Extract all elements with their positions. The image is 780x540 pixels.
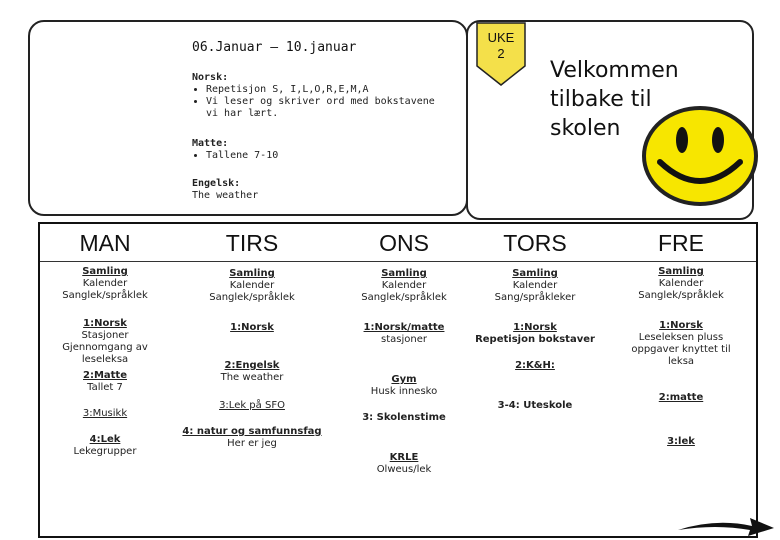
man-lesson-4 <box>40 434 170 458</box>
tirs-lesson-4 <box>180 426 324 450</box>
column-ons <box>330 224 478 536</box>
ons-lesson-2 <box>330 374 478 398</box>
man-lesson-1-title: 1:Norsk <box>83 318 127 329</box>
man-lesson-1-line: Gjennomgang av leseleksa <box>62 342 148 365</box>
ons-samling-line: Sanglek/språklek <box>361 292 447 303</box>
engelsk-section <box>192 178 452 202</box>
tors-samling-line: Sang/språkleker <box>494 292 576 303</box>
man-samling-line: Kalender <box>82 278 128 289</box>
tors-samling-title: Samling <box>512 268 558 279</box>
fre-lesson-1-title: 1:Norsk <box>659 320 703 331</box>
tirs-lesson-3 <box>180 400 324 412</box>
tors-lesson-2-title: 2:K&H: <box>515 360 555 371</box>
day-header-ons: ONS <box>379 230 429 256</box>
matte-heading: Matte: <box>192 138 229 149</box>
engelsk-text: The weather <box>192 190 259 201</box>
welcome-line3: skolen <box>550 116 621 141</box>
tirs-samling-title: Samling <box>229 268 275 279</box>
man-lesson-2 <box>40 370 170 394</box>
tirs-lesson-2-line: The weather <box>220 372 284 383</box>
tors-samling <box>464 268 606 304</box>
tors-lesson-1-line: Repetisjon bokstaver <box>475 334 595 345</box>
man-lesson-3 <box>40 408 170 420</box>
day-header-man: MAN <box>79 230 131 256</box>
fre-samling-line: Sanglek/språklek <box>638 290 724 301</box>
tirs-lesson-1 <box>180 322 324 334</box>
man-lesson-4-line: Lekegrupper <box>73 446 137 457</box>
ons-lesson-2-line: Husk innesko <box>370 386 438 397</box>
matte-list <box>192 150 452 162</box>
ons-lesson-4-title: KRLE <box>389 452 419 463</box>
tirs-samling-line: Sanglek/språklek <box>209 292 295 303</box>
tirs-lesson-1-title: 1:Norsk <box>230 322 274 333</box>
fre-samling <box>608 266 754 302</box>
fre-lesson-2 <box>608 392 754 404</box>
day-header-fre: FRE <box>658 230 704 256</box>
tors-lesson-2 <box>464 360 606 372</box>
column-tors <box>464 224 606 536</box>
norsk-section <box>192 72 452 120</box>
man-samling-line: Sanglek/språklek <box>62 290 148 301</box>
man-lesson-4-title: 4:Lek <box>89 434 121 445</box>
tirs-lesson-2-title: 2:Engelsk <box>224 360 280 371</box>
fre-lesson-1-line: leksa <box>667 356 695 367</box>
man-lesson-3-title: 3:Musikk <box>82 408 128 419</box>
tors-lesson-1 <box>464 322 606 346</box>
matte-section <box>192 138 452 162</box>
column-man <box>40 224 170 536</box>
tors-lesson-3 <box>464 400 606 412</box>
man-lesson-1-line: Stasjoner <box>81 330 129 341</box>
norsk-heading: Norsk: <box>192 72 229 83</box>
ons-lesson-1 <box>330 322 478 346</box>
tors-lesson-1-title: 1:Norsk <box>513 322 557 333</box>
tors-samling-line: Kalender <box>512 280 558 291</box>
man-lesson-2-title: 2:Matte <box>83 370 127 381</box>
week-badge-label <box>476 30 526 62</box>
man-lesson-2-line: Tallet 7 <box>87 382 123 393</box>
fre-samling-title: Samling <box>658 266 704 277</box>
day-header-tirs: TIRS <box>225 230 279 256</box>
ons-samling-line: Kalender <box>381 280 427 291</box>
tors-lesson-3-title: 3-4: Uteskole <box>497 400 573 411</box>
arrow-right-icon <box>676 514 776 538</box>
norsk-item: • Repetisjon S, I,L,O,R,E,M,A <box>206 84 452 96</box>
ons-lesson-2-title: Gym <box>391 374 417 385</box>
fre-lesson-1-line: oppgaver knyttet til <box>631 344 731 355</box>
ons-samling <box>330 268 478 304</box>
week-badge-line2: 2 <box>497 46 505 61</box>
column-fre <box>608 224 754 536</box>
ons-lesson-1-title: 1:Norsk/matte <box>363 322 445 333</box>
week-badge-line1: UKE <box>487 30 515 45</box>
ons-lesson-1-line: stasjoner <box>381 334 427 345</box>
tirs-lesson-2 <box>180 360 324 384</box>
norsk-list <box>192 84 452 120</box>
man-lesson-1 <box>40 318 170 366</box>
date-range-title: 06.Januar – 10.januar <box>192 40 357 55</box>
ons-samling-title: Samling <box>381 268 427 279</box>
tirs-samling <box>180 268 324 304</box>
ons-lesson-4 <box>330 452 478 476</box>
smiley-icon <box>638 104 762 208</box>
engelsk-heading: Engelsk: <box>192 178 241 189</box>
fre-lesson-2-title: 2:matte <box>658 392 704 403</box>
day-header-tors: TORS <box>503 230 567 256</box>
ons-lesson-4-line: Olweus/lek <box>376 464 432 475</box>
weekly-plan-table <box>38 222 758 538</box>
fre-samling-line: Kalender <box>658 278 704 289</box>
ons-lesson-3 <box>330 412 478 424</box>
welcome-line1: Velkommen <box>550 58 679 83</box>
fre-lesson-1 <box>608 320 754 368</box>
norsk-item: • Vi leser og skriver ord med bokstavene vi har lært. <box>206 96 452 120</box>
man-samling-title: Samling <box>82 266 128 277</box>
ons-lesson-3-title: 3: Skolenstime <box>362 412 446 423</box>
welcome-line2: tilbake til <box>550 87 652 112</box>
matte-item: • Tallene 7-10 <box>206 150 452 162</box>
man-samling <box>40 266 170 302</box>
tirs-lesson-3-title: 3:Lek på SFO <box>219 400 285 411</box>
tirs-lesson-4-line: Her er jeg <box>227 438 277 449</box>
tirs-samling-line: Kalender <box>229 280 275 291</box>
column-tirs <box>180 224 324 536</box>
tirs-lesson-4-title: 4: natur og samfunnsfag <box>182 426 322 437</box>
fre-lesson-1-line: Leseleksen pluss <box>638 332 724 343</box>
fre-lesson-3 <box>608 436 754 448</box>
fre-lesson-3-title: 3:lek <box>667 436 695 447</box>
